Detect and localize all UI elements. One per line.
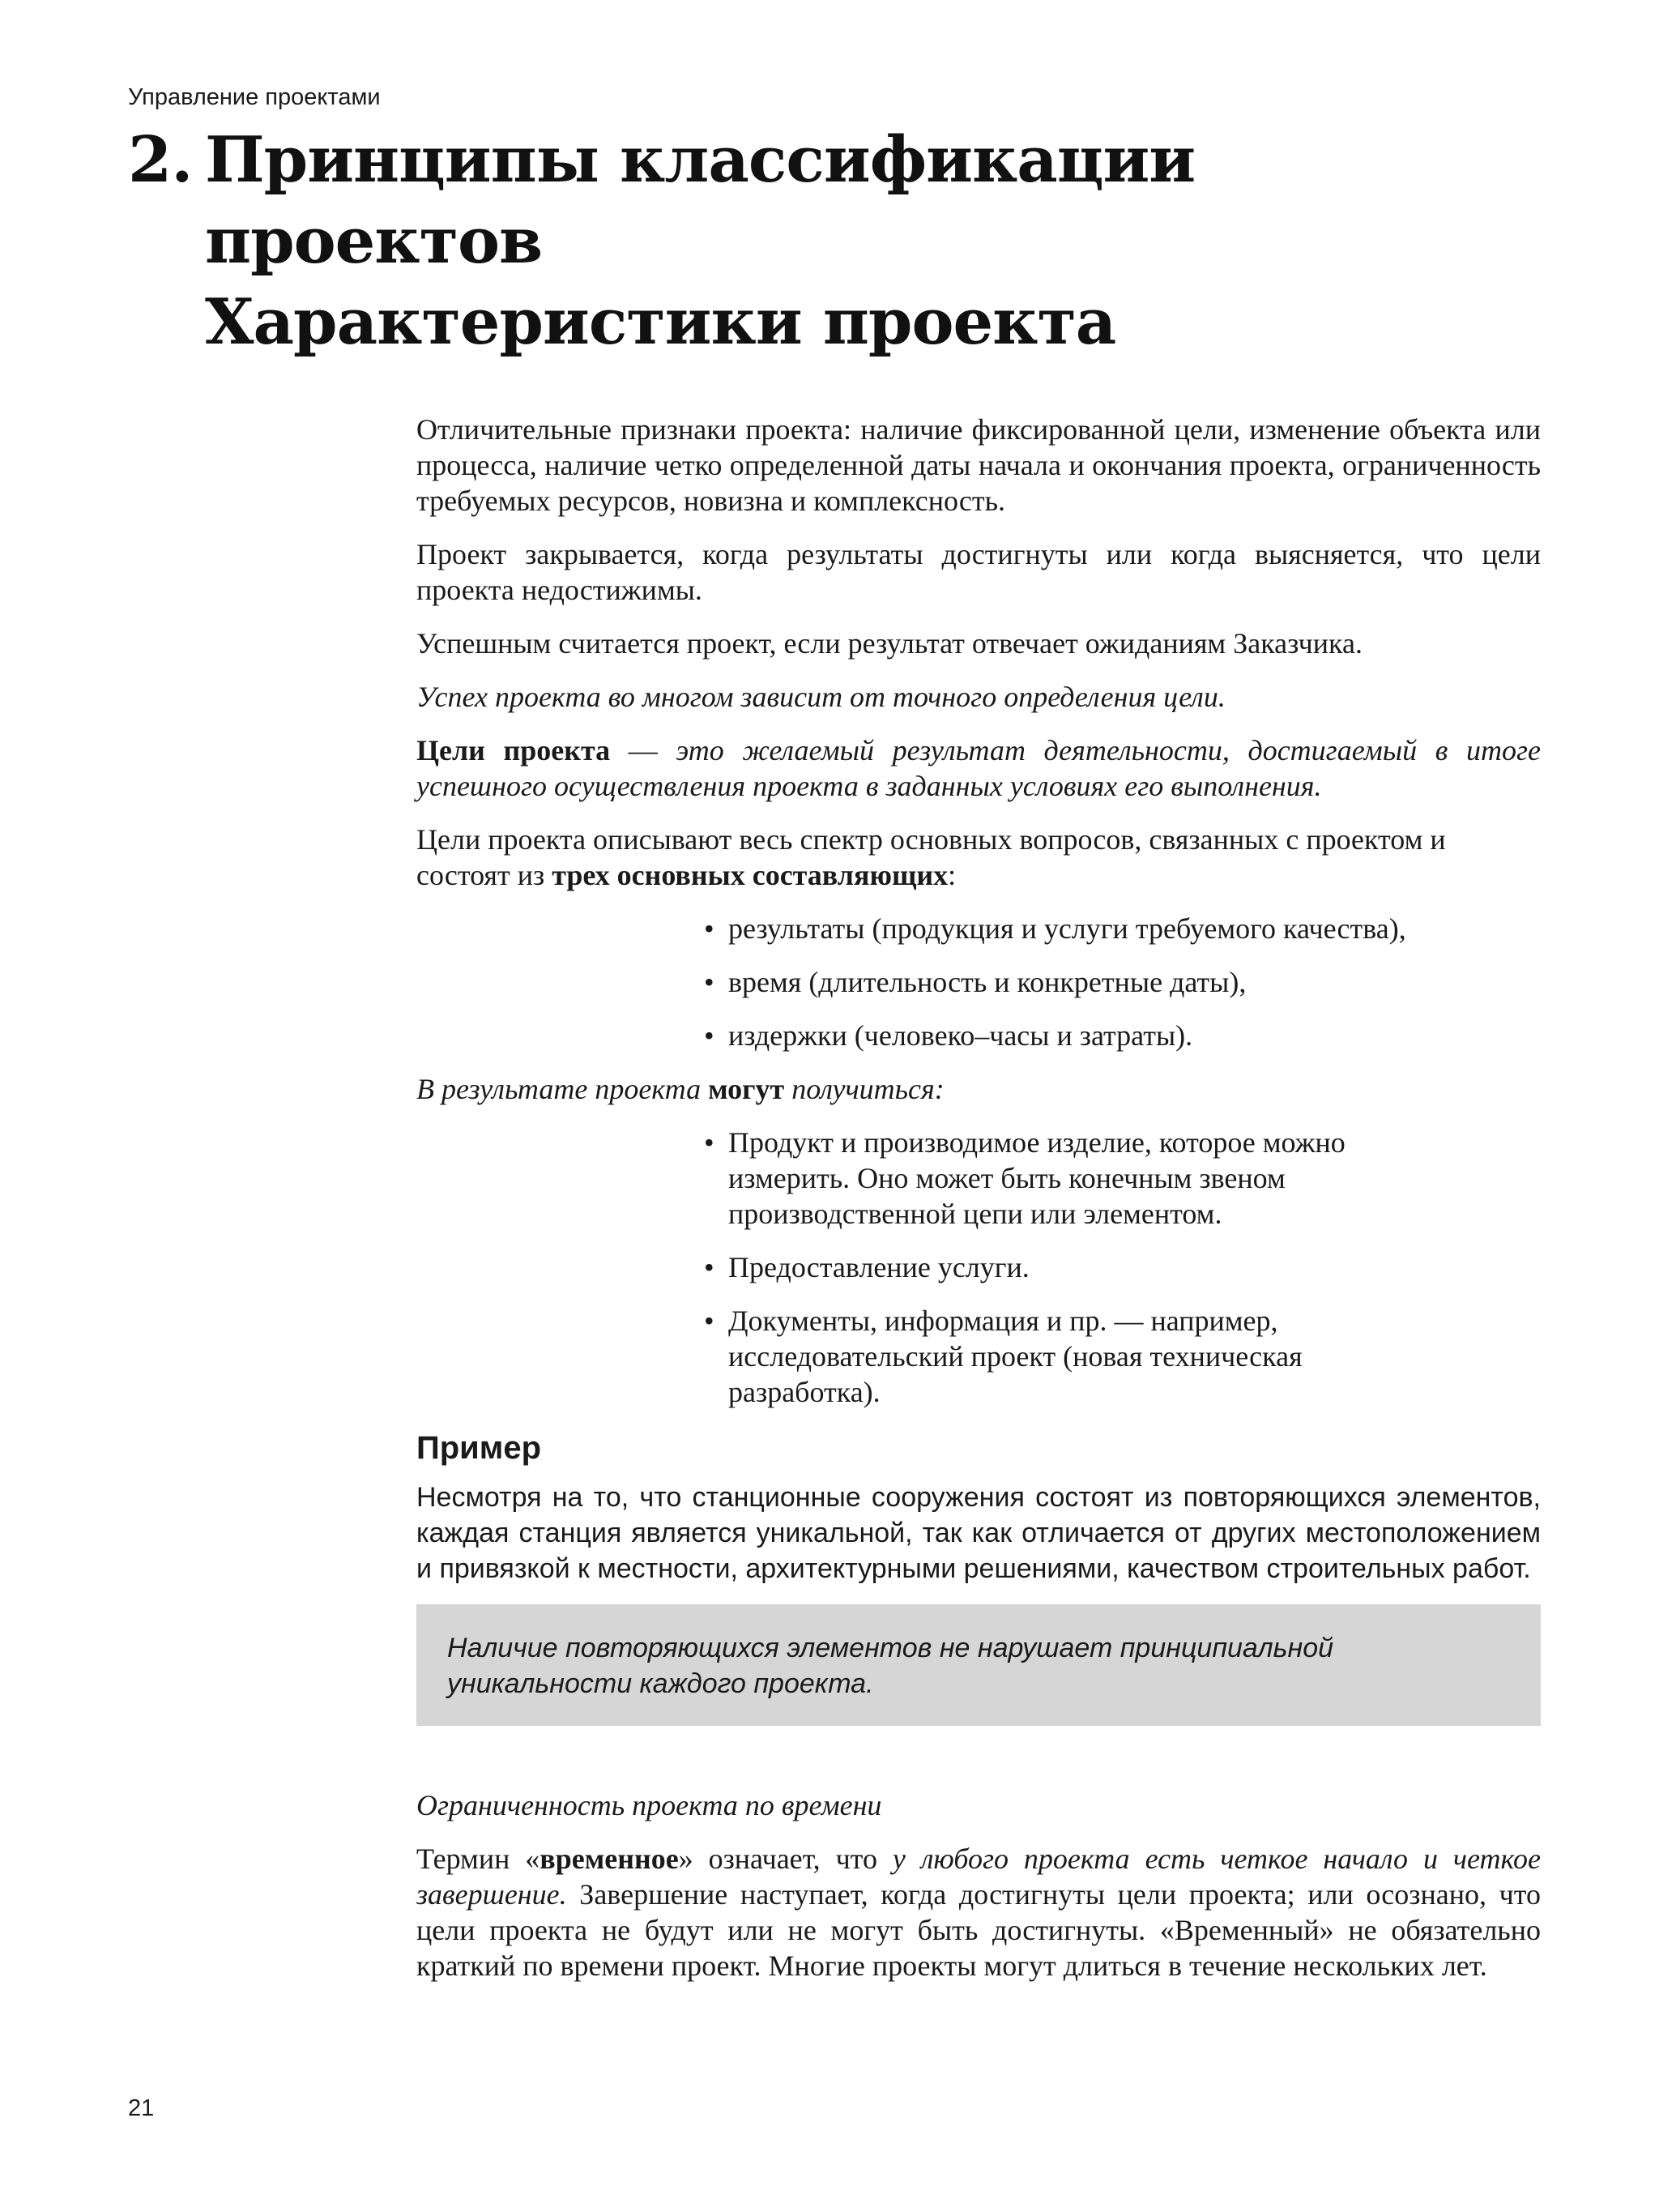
page-number: 21 — [128, 2095, 155, 2121]
chapter-title-line-2: проектов — [205, 204, 543, 278]
temporary-term-bold: временное — [539, 1843, 679, 1875]
list-item: • Документы, информация и пр. — например, исследовательский проект (новая техническая разработка). — [704, 1303, 1379, 1410]
goal-components-emphasis: трех основных составляющих — [552, 859, 949, 891]
chapter-title-line-1: Принципы классификации — [205, 123, 1196, 197]
results-intro-end: получиться: — [784, 1073, 945, 1105]
goal-components-colon: : — [948, 859, 957, 891]
temporary-term-end: Завершение наступает, когда достигнуты цели проекта; или осознано, что цели проекта не будут или не могут быть достигнуты. «Временный» не обязательно краткий по времени проект. Многие проекты могут длиться в течение нескольких лет. — [416, 1878, 1541, 1982]
goal-components-intro: Цели проекта описывают весь спектр основных вопросов, связанных с проектом и состоят из — [416, 823, 1446, 891]
callout-box: Наличие повторяющихся элементов не нарушает принципиальной уникальности каждого проекта. — [416, 1604, 1541, 1726]
list-item: • Продукт и производимое изделие, которое можно измерить. Оно может быть конечным звеном производственной цепи или элементом. — [704, 1125, 1379, 1232]
paragraph-project-success: Успешным считается проект, если результат отвечает ожиданиям Заказчика. — [416, 627, 1363, 660]
results-intro — [416, 1071, 1541, 1107]
paragraph-goal-definition: Успех проекта во многом зависит от точного определения цели. — [416, 681, 1226, 713]
body-column — [416, 412, 1541, 2001]
list-item: • время (длительность и конкретные даты), — [704, 964, 1541, 1000]
term-project-goals: Цели проекта — [416, 734, 611, 767]
chapter-title — [128, 120, 1586, 363]
list-item: • результаты (продукция и услуги требуемого качества), — [704, 911, 1541, 946]
chapter-title-line-3: Характеристики проекта — [205, 285, 1116, 359]
example-text: Несмотря на то, что станционные сооружения состоят из повторяющихся элементов, каждая станция является уникальной, так как отличается от других местоположением и привязкой к местности, архитектурными решениями, качеством строительных работ. — [416, 1482, 1541, 1584]
paragraph-goal-components — [416, 822, 1541, 893]
temporary-term-mid: » означает, что — [678, 1843, 893, 1875]
paragraph-temporary-term — [416, 1841, 1541, 1984]
list-item: • Предоставление услуги. — [704, 1249, 1379, 1285]
chapter-number: 2. — [128, 123, 193, 197]
paragraph-distinctive-features: Отличительные признаки проекта: наличие фиксированной цели, изменение объекта или процесса, наличие четко определенной даты начала и окончания проекта, ограниченность требуемых ресурсов, новизна и комплексность. — [416, 413, 1541, 517]
paragraph-project-closure: Проект закрывается, когда результаты достигнуты или когда выясняется, что цели проекта недостижимы. — [416, 538, 1541, 606]
results-list — [416, 1125, 1541, 1410]
example-heading: Пример — [416, 1430, 542, 1466]
time-section-heading: Ограниченность проекта по времени — [416, 1789, 882, 1821]
goals-definition-text: это желаемый результат деятельности, достигаемый в итоге успешного осуществления проекта в заданных условиях его выполнения. — [416, 734, 1541, 802]
paragraph-goals-definition — [416, 732, 1541, 804]
results-intro-start: В результате проекта — [416, 1073, 709, 1105]
em-dash: — — [610, 734, 676, 767]
temporary-term-start: Термин « — [416, 1843, 540, 1875]
temporary-term-italic: у любого проекта есть четкое начало и четкое завершение. — [416, 1843, 1541, 1911]
running-head: Управление проектами — [128, 84, 381, 110]
list-item: • издержки (человеко–часы и затраты). — [704, 1018, 1541, 1053]
results-intro-bold: могут — [708, 1073, 785, 1105]
goal-components-list — [416, 911, 1541, 1053]
